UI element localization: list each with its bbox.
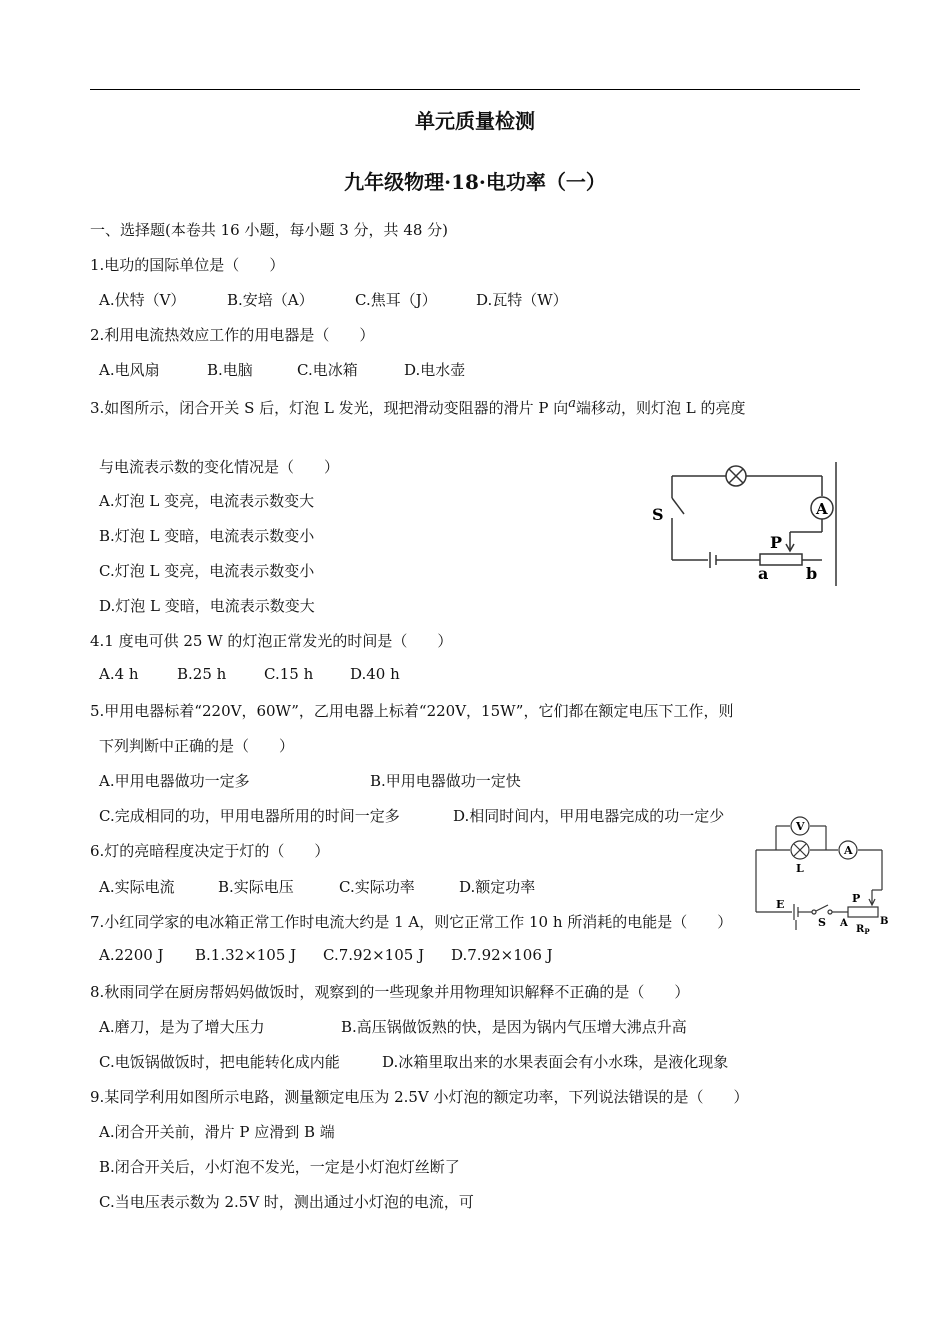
question-1-stem: 1.电功的国际单位是（ ） — [90, 256, 285, 274]
question-7-option-c: C.7.92×105 J — [323, 946, 425, 964]
question-2-option-d: D.电水壶 — [404, 361, 466, 379]
section-heading: 一、选择题(本卷共 16 小题，每小题 3 分，共 48 分) — [90, 221, 449, 239]
question-8-option-d: D.冰箱里取出来的水果表面会有小水珠，是液化现象 — [382, 1053, 729, 1071]
question-1-option-c: C.焦耳（J） — [355, 291, 437, 309]
page-title: 单元质量检测 — [415, 109, 535, 133]
question-6-option-a: A.实际电流 — [99, 878, 175, 896]
fig2-label-end-a: A — [840, 918, 848, 929]
question-6-option-c: C.实际功率 — [339, 878, 415, 896]
question-2-option-b: B.电脑 — [207, 361, 253, 379]
question-7-option-d: D.7.92×106 J — [451, 946, 553, 964]
question-9-option-a: A.闭合开关前，滑片 P 应滑到 B 端 — [99, 1123, 335, 1141]
question-5-stem-cont: 下列判断中正确的是（ ） — [99, 737, 295, 755]
question-8-option-b: B.高压锅做饭熟的快，是因为锅内气压增大沸点升高 — [341, 1018, 687, 1036]
question-7-option-b: B.1.32×105 J — [195, 946, 297, 964]
question-3-stem-variable: a — [568, 396, 577, 411]
question-4-option-b: B.25 h — [177, 665, 227, 683]
question-3-stem — [90, 396, 746, 418]
question-2-option-a: A.电风扇 — [99, 361, 160, 379]
fig2-label-rheostat — [856, 924, 870, 936]
question-3-option-a: A.灯泡 L 变亮，电流表示数变大 — [99, 492, 315, 510]
question-9-stem: 9.某同学利用如图所示电路，测量额定电压为 2.5V 小灯泡的额定功率，下列说法错误的是（ ） — [90, 1088, 749, 1106]
question-3-option-c: C.灯泡 L 变亮，电流表示数变小 — [99, 562, 315, 580]
question-1-option-d: D.瓦特（W） — [476, 291, 568, 309]
question-8-option-a: A.磨刀，是为了增大压力 — [99, 1018, 265, 1036]
question-7-option-a: A.2200 J — [99, 946, 164, 964]
fig1-label-a: a — [758, 564, 769, 583]
fig2-label-battery: E — [776, 898, 785, 911]
fig1-label-switch: S — [652, 505, 664, 524]
question-2-option-c: C.电冰箱 — [297, 361, 358, 379]
fig2-label-voltmeter: V — [796, 820, 805, 833]
fig1-label-ammeter: A — [816, 500, 828, 518]
question-9-option-c: C.当电压表示数为 2.5V 时，测出通过小灯泡的电流，可 — [99, 1193, 474, 1211]
question-3-stem-cont: 与电流表示数的变化情况是（ ） — [99, 458, 340, 476]
question-4-option-c: C.15 h — [264, 665, 314, 683]
question-5-option-d: D.相同时间内，甲用电器完成的功一定少 — [453, 807, 725, 825]
question-4-option-d: D.40 h — [350, 665, 400, 683]
question-5-option-a: A.甲用电器做功一定多 — [99, 772, 250, 790]
question-8-option-c: C.电饭锅做饭时，把电能转化成内能 — [99, 1053, 340, 1071]
question-2-stem: 2.利用电流热效应工作的用电器是（ ） — [90, 326, 375, 344]
question-5-option-c: C.完成相同的功，甲用电器所用的时间一定多 — [99, 807, 400, 825]
question-3-stem-part-1: 3.如图所示，闭合开关 S 后，灯泡 L 发光，现把滑动变阻器的滑片 P 向 — [90, 399, 569, 417]
question-1-option-a: A.伏特（V） — [99, 291, 186, 309]
question-9-option-b: B.闭合开关后，小灯泡不发光，一定是小灯泡灯丝断了 — [99, 1158, 460, 1176]
question-4-stem: 4.1 度电可供 25 W 的灯泡正常发光的时间是（ ） — [90, 632, 453, 650]
circuit-diagram-1 — [650, 458, 840, 590]
top-rule — [90, 89, 860, 90]
question-6-option-d: D.额定功率 — [459, 878, 536, 896]
fig2-label-lamp: L — [796, 862, 804, 875]
fig2-label-switch: S — [818, 916, 826, 929]
question-6-stem: 6.灯的亮暗程度决定于灯的（ ） — [90, 842, 330, 860]
question-8-stem: 8.秋雨同学在厨房帮妈妈做饭时，观察到的一些现象并用物理知识解释不正确的是（ ） — [90, 983, 690, 1001]
circuit-diagram-2 — [750, 812, 896, 936]
question-5-option-b: B.甲用电器做功一定快 — [370, 772, 521, 790]
page-subtitle: 九年级物理·18·电功率（一） — [344, 170, 606, 194]
fig2-label-rheostat-r: R — [856, 924, 865, 935]
fig2-label-ammeter: A — [844, 844, 853, 857]
question-6-option-b: B.实际电压 — [218, 878, 294, 896]
question-1-option-b: B.安培（A） — [227, 291, 314, 309]
fig2-label-rheostat-subscript: P — [864, 927, 870, 936]
question-3-stem-part-2: 端移动，则灯泡 L 的亮度 — [576, 399, 746, 417]
question-4-option-a: A.4 h — [99, 665, 139, 683]
question-3-option-b: B.灯泡 L 变暗，电流表示数变小 — [99, 527, 315, 545]
fig1-label-b: b — [806, 564, 818, 583]
fig2-label-end-b: B — [880, 916, 889, 927]
question-7-stem: 7.小红同学家的电冰箱正常工作时电流大约是 1 A，则它正常工作 10 h 所消耗的电能是（ ） — [90, 913, 733, 931]
question-3-option-d: D.灯泡 L 变暗，电流表示数变大 — [99, 597, 315, 615]
fig1-label-slider: P — [770, 533, 783, 552]
fig2-label-slider: P — [852, 892, 861, 905]
question-5-stem: 5.甲用电器标着“220V，60W”，乙用电器上标着“220V，15W”，它们都在额定电压下工作，则 — [90, 702, 734, 720]
